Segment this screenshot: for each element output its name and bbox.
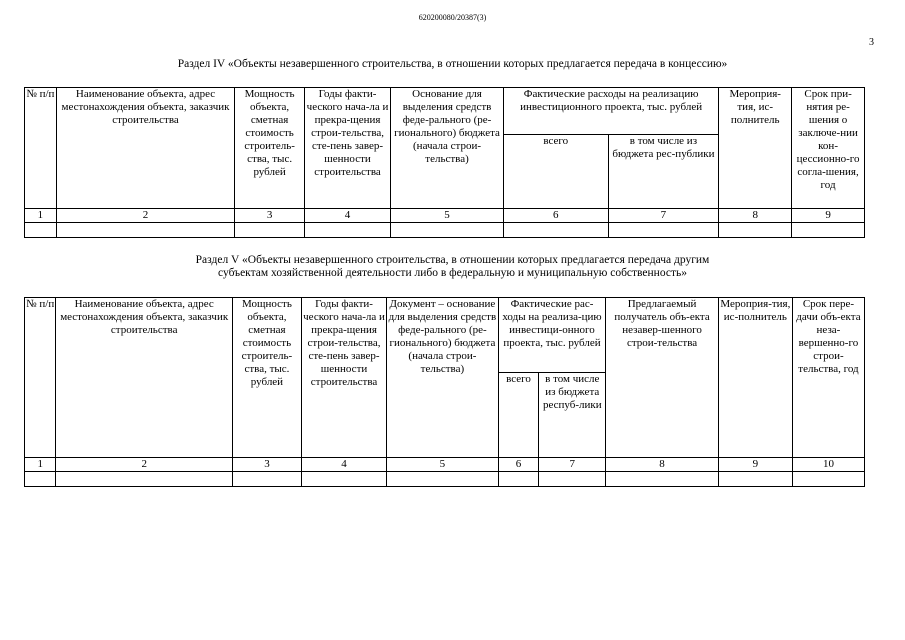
column-number: 6: [503, 209, 608, 223]
header-total: всего: [498, 373, 539, 458]
empty-cell: [304, 223, 390, 238]
section-4-table: [24, 87, 865, 238]
empty-cell: [719, 223, 792, 238]
empty-cell: [391, 223, 504, 238]
column-number: 6: [498, 458, 539, 472]
header-incl: в том числе из бюджета респуб-лики: [539, 373, 606, 458]
page-number: 3: [869, 37, 874, 48]
column-number: 5: [387, 458, 499, 472]
header-document: Документ – основание для выделения средств феде-рального (ре-гионального) бюджета (начала строи-тельства): [387, 298, 499, 458]
header-name: Наименование объекта, адрес местонахождения объекта, заказчик строительства: [56, 88, 234, 209]
empty-row: [25, 223, 865, 238]
column-number: 9: [792, 209, 865, 223]
section-5-title-line-2: субъектам хозяйственной деятельности либо в федеральную и муниципальную собственность»: [218, 267, 687, 279]
column-number: 10: [792, 458, 864, 472]
empty-cell: [498, 472, 539, 487]
empty-cell: [387, 472, 499, 487]
empty-cell: [301, 472, 386, 487]
section-5-table: [24, 297, 865, 487]
section-4-title: Раздел IV «Объекты незавершенного строительства, в отношении которых предлагается передача в концессию»: [177, 58, 728, 70]
column-number: 3: [235, 209, 305, 223]
column-number: 1: [25, 209, 57, 223]
empty-cell: [25, 472, 56, 487]
header-name: Наименование объекта, адрес местонахождения объекта, заказчик строительства: [56, 298, 233, 458]
header-measures: Мероприя-тия, ис-полнитель: [718, 298, 792, 458]
empty-cell: [56, 223, 234, 238]
header-basis: Основание для выделения средств феде-рального (ре-гионального) бюджета (начала строи-тельства): [391, 88, 504, 209]
header-years: Годы факти-ческого нача-ла и прекра-щения строи-тельства, сте-пень завер-шенности строительства: [304, 88, 390, 209]
empty-cell: [608, 223, 719, 238]
document-id: 620200080/20387(3): [418, 13, 487, 22]
column-number: 4: [304, 209, 390, 223]
column-number-row: [25, 209, 865, 223]
column-number: 7: [539, 458, 606, 472]
empty-cell: [718, 472, 792, 487]
empty-cell: [235, 223, 305, 238]
column-number: 4: [301, 458, 386, 472]
column-number: 1: [25, 458, 56, 472]
header-expenses: Фактические расходы на реализацию инвестиционного проекта, тыс. рублей: [503, 88, 718, 135]
header-total: всего: [503, 135, 608, 209]
header-years: Годы факти-ческого нача-ла и прекра-щения строи-тельства, сте-пень завер-шенности строительства: [301, 298, 386, 458]
header-num: № п/п: [25, 88, 57, 209]
empty-cell: [792, 223, 865, 238]
empty-cell: [56, 472, 233, 487]
header-num: № п/п: [25, 298, 56, 458]
column-number: 8: [719, 209, 792, 223]
column-number: 9: [718, 458, 792, 472]
column-number: 7: [608, 209, 719, 223]
column-number: 3: [232, 458, 301, 472]
empty-cell: [25, 223, 57, 238]
column-number: 5: [391, 209, 504, 223]
column-number: 2: [56, 458, 233, 472]
header-expenses: Фактические рас-ходы на реализа-цию инвестици-онного проекта, тыс. рублей: [498, 298, 606, 373]
header-recipient: Предлагаемый получатель объ-екта незавер-шенного строи-тельства: [606, 298, 719, 458]
section-5-title-line-1: Раздел V «Объекты незавершенного строительства, в отношении которых предлагается передача другим: [195, 254, 710, 266]
empty-cell: [539, 472, 606, 487]
header-term: Срок пере-дачи объ-екта неза-вершенно-го строи-тельства, год: [792, 298, 864, 458]
empty-cell: [232, 472, 301, 487]
header-measures: Мероприя-тия, ис-полнитель: [719, 88, 792, 209]
empty-cell: [792, 472, 864, 487]
column-number: 8: [606, 458, 719, 472]
header-incl: в том числе из бюджета рес-публики: [608, 135, 719, 209]
header-term: Срок при-нятия ре-шения о заключе-нии кон-цессионно-го согла-шения, год: [792, 88, 865, 209]
header-row-1: [25, 88, 865, 135]
empty-cell: [503, 223, 608, 238]
header-capacity: Мощность объекта, сметная стоимость строитель-ства, тыс. рублей: [235, 88, 305, 209]
empty-row: [25, 472, 865, 487]
section-5-title: [0, 254, 905, 280]
column-number: 2: [56, 209, 234, 223]
column-number-row: [25, 458, 865, 472]
header-row-1: [25, 298, 865, 373]
header-capacity: Мощность объекта, сметная стоимость строитель-ства, тыс. рублей: [232, 298, 301, 458]
empty-cell: [606, 472, 719, 487]
